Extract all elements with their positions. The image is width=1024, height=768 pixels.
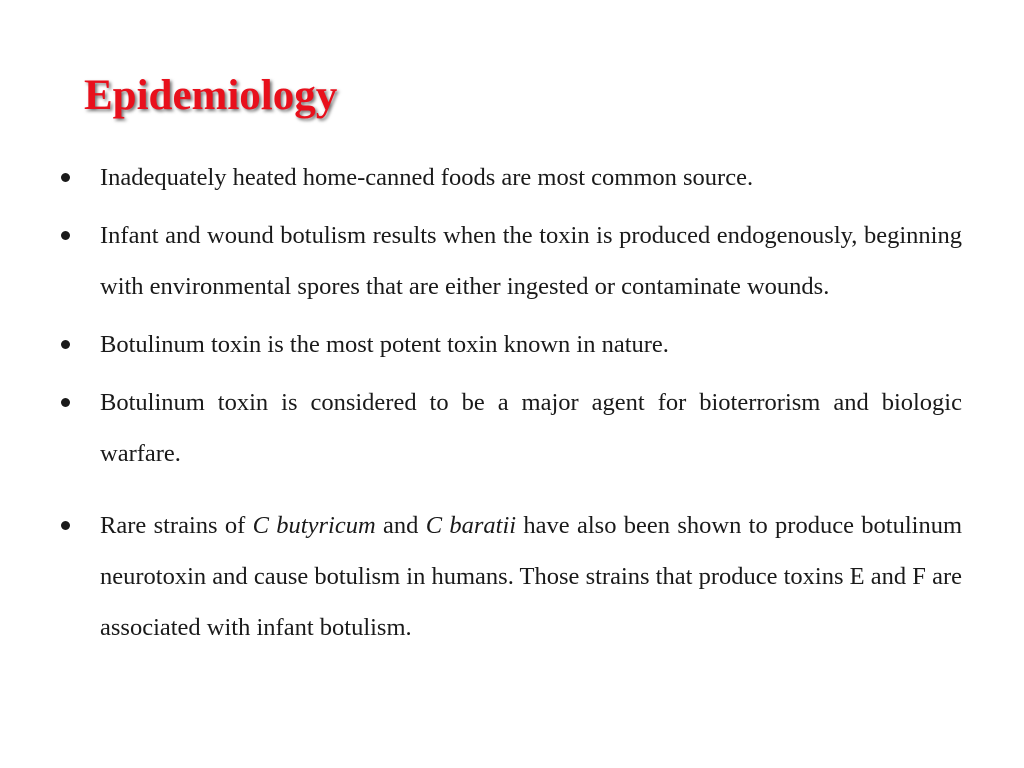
bullet-list <box>56 152 962 660</box>
bullet-dot-icon <box>61 521 70 530</box>
bullet-text: Inadequately heated home-canned foods are most common source. <box>100 164 754 191</box>
organism-name: C butyricum <box>252 512 376 539</box>
organism-name: C baratii <box>425 512 517 539</box>
bullet-text-part: have also been shown to produce botulinum neurotoxin and cause botulism in humans. Those strains that produce toxins E and F are associated with infant botulism. <box>100 512 963 641</box>
bullet-text-part: and <box>375 512 426 539</box>
bullet-item <box>56 319 962 370</box>
bullet-item <box>56 377 962 479</box>
bullet-dot-icon <box>61 173 70 182</box>
bullet-text <box>100 512 962 641</box>
bullet-dot-icon <box>61 340 70 349</box>
bullet-dot-icon <box>61 398 70 407</box>
bullet-item <box>56 152 962 203</box>
bullet-item <box>56 500 962 653</box>
bullet-text: Infant and wound botulism results when the toxin is produced endogenously, beginning with environmental spores that are either ingested or contaminate wounds. <box>100 222 962 300</box>
bullet-text-part: Rare strains of <box>100 512 253 539</box>
bullet-text: Botulinum toxin is the most potent toxin known in nature. <box>100 331 669 358</box>
bullet-item <box>56 210 962 312</box>
bullet-text: Botulinum toxin is considered to be a major agent for bioterrorism and biologic warfare. <box>100 389 962 467</box>
slide-title: Epidemiology <box>84 72 338 119</box>
bullet-dot-icon <box>61 231 70 240</box>
